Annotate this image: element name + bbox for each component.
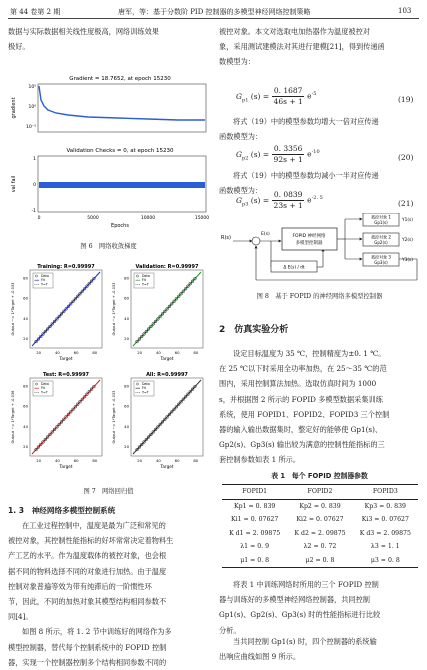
regression-ytick: 80 [124,383,129,389]
regression-xtick: 60 [73,350,79,355]
legend-entry: Data [142,274,150,278]
table-header-cell: FOPID2 [287,485,352,500]
equation-21-label: (21) [398,199,414,208]
para-double: 将式（19）中的模型参数均增大一倍对应传递 函数模型为： [219,117,379,142]
regression-xtick: 20 [137,458,143,463]
regression-ytick: 60 [124,295,129,301]
legend-entry: Y=T [142,282,149,287]
regression-title: Validation: R=0.99997 [135,264,199,270]
gradient-tick: 10⁵ [28,85,36,90]
figure-6-caption: 图 6 网络收敛梯度 [80,243,137,250]
regression-xlabel: Target [160,464,174,469]
regression-xtick: 20 [137,350,143,355]
regression-ytick: 60 [124,403,129,409]
regression-xtick: 60 [174,350,180,355]
epochs-label: Epochs [111,223,129,229]
regression-ylabel: Output ~= 1*Target + -0.036 [11,390,15,444]
regression-xtick: 60 [73,458,79,463]
validation-title: Validation Checks = 0, at epoch 15230 [66,148,174,154]
error-label: E(s) [261,232,270,237]
validation-tick: -1 [31,209,36,214]
para-half: 将式（19）中的模型参数均减小一半对应传递 函数模型为： [219,171,379,196]
output-2-label: Y2(s) [402,238,413,243]
regression-xtick: 80 [193,458,199,463]
regression-ylabel: Output ~= 1*Target + -0.033 [112,282,116,336]
table-header-cell: FOPID3 [353,485,418,500]
figure-8 [219,213,422,285]
regression-ytick: 40 [23,423,28,429]
plant-3 [363,253,399,266]
table-cell: K d2 = 2. 09875 [294,529,346,537]
figure-7 [8,262,210,478]
regression-xtick: 80 [92,458,98,463]
legend-entry: Data [41,382,49,386]
plant-1-tf: Gp1(s) [374,220,388,225]
summing-junction [252,237,260,245]
input-label: R(s) [221,235,231,241]
journal-volume: 第 44 卷第 2 期 [10,8,61,16]
regression-ytick: 40 [124,423,129,429]
table-row [222,527,418,541]
table-cell: K d3 = 2. 09875 [359,529,411,537]
para-setup: 设定目标温度为 35 ℃，控制精度为±0. 1 ℃。 在 25 ℃以下时采用全功率加热，在 25～35 ℃的范 围内，采用控制算法加热。选取仿真时间为 1000 s，并根据图 2 所示的 FOPID 多模型数据采集训练 系统，使用 FOPID1、FOPID2、FOPID3 三个控制 器的输入输出数据集时，整定好的能够使 Gp1(s)、 Gp2(s)、Gp3(s) 输出较为满意的控制性能指标的三 套控制参数如表 1 所示。 [219,349,390,465]
validation-tick: 1 [33,157,36,162]
regression-xlabel: Target [59,464,73,469]
regression-ytick: 80 [23,275,28,281]
regression-ytick: 60 [23,295,28,301]
regression-title: All: R=0.99997 [146,372,188,378]
regression-xtick: 60 [174,458,180,463]
legend-entry: Fit [142,278,146,283]
table-cell: λ1 = 0. 9 [240,543,270,551]
equation-20: $G_{p2}$ (s) = $\frac{0. 3356}{92s + 1}$ $e^{-10}$ [236,144,320,164]
controller-label: FOPID 神经网络 [292,234,326,239]
regression-ylabel: Output ~= 1*Target + -0.033 [112,390,116,444]
intro-paragraph: 数据与实际数据相关线性度极高，网络训练效果 极好。 [8,27,159,52]
table-row [222,513,418,527]
table-row [222,499,418,513]
validation-band [39,182,205,188]
plant-2 [363,233,399,246]
derivative-label: Δ E(s) / dt [283,265,305,271]
regression-ytick: 80 [23,383,28,389]
validation-tick: 0 [33,183,36,188]
regression-xtick: 80 [193,350,199,355]
figure-8-caption: 图 8 基于 FOPID 的神经网络多模型控制器 [256,293,383,300]
legend-entry: Fit [41,278,45,283]
legend-entry: Data [41,274,49,278]
controller-block [282,228,337,250]
plant-3-tf: Gp3(s) [374,260,388,265]
epoch-tick: 5000 [87,216,99,221]
table-row [222,554,418,568]
regression-ytick: 40 [124,315,129,321]
legend-entry: Y=T [41,282,48,287]
regression-ytick: 80 [124,275,129,281]
table-cell: Kp2 = 0. 839 [299,502,341,510]
gradient-title: Gradient = 18.7652, at epoch 15230 [69,76,171,82]
section-2-title: 2 仿真实验分析 [219,325,289,335]
plant-2-name: 被控对象 2 [371,234,391,240]
gradient-axes [38,84,206,132]
running-title: 唐军，等：基于分数阶 PID 控制器的多模型神经网络控制策略 [118,8,311,16]
section-1-3-title: 1. 3 神经网络多模型控制系统 [8,506,116,515]
table-cell: Ki3 = 0. 07627 [361,516,409,524]
epoch-tick: 10000 [140,216,156,221]
regression-title: Test: R=0.99997 [42,372,90,378]
parameter-table [222,484,418,568]
plant-1 [363,213,399,226]
equation-20-label: (20) [398,153,414,162]
legend-entry: Fit [41,386,45,391]
equation-19-label: (19) [398,95,414,104]
regression-ytick: 20 [23,444,28,450]
header-rule [8,18,419,19]
table-cell: K d1 = 2. 09875 [229,529,281,537]
table-cell: Ki2 = 0. 07627 [296,516,344,524]
equation-21: $G_{p3}$ (s) = $\frac{0. 0839}{23s + 1}$ $e^{-2. 5}$ [236,190,323,210]
regression-ytick: 40 [23,315,28,321]
regression-xlabel: Target [59,356,73,361]
table-cell: λ3 = 1. 1 [370,543,400,551]
table-1-title: 表 1 每个 FOPID 控制器参数 [271,472,368,480]
regression-xtick: 20 [36,350,42,355]
epoch-tick: 15000 [194,216,210,221]
figure-6 [8,70,210,240]
regression-title: Training: R=0.99997 [37,264,95,270]
regression-xtick: 80 [92,350,98,355]
table-cell: μ2 = 0. 8 [287,554,352,568]
validation-ylabel: val fail [11,175,17,193]
regression-xlabel: Target [160,356,174,361]
para-compare: 将表 1 中训练网络时所用的三个 FOPID 控制 器与训练好的多模型神经网络控制器，共同控制 Gp1(s)、Gp2(s)、Gp3(s) 时的性能指标进行比较 分析。 [219,580,381,635]
para-response: 当共同控制 Gp1(s) 时，四个控制器的系统输 出响应曲线如图 9 所示。 [219,637,377,662]
table-header-row [222,485,418,500]
table-header-cell: FOPID1 [222,485,287,500]
legend-entry: Data [142,382,150,386]
gradient-tick: 10⁰ [28,105,36,110]
regression-xtick: 40 [155,350,161,355]
regression-ytick: 60 [23,403,28,409]
para-transfer-intro: 被控对象。本文对选取电加热器作为温度被控对 象，采用测试建模法对其进行建模[21]，得到传递函 数模型为： [219,27,385,67]
figure-7-caption: 图 7 网络回归值 [83,488,134,495]
regression-ytick: 20 [124,336,129,342]
legend-entry: Fit [142,386,146,391]
equation-19: $G_{p1}$ (s) = $\frac{0. 1687}{46s + 1}$ $e^{-5}$ [236,86,317,106]
regression-xtick: 40 [155,458,161,463]
table-cell: Kp1 = 0. 839 [234,502,276,510]
legend-entry: Y=T [142,390,149,395]
table-cell: μ3 = 0. 8 [353,554,418,568]
output-3-label: Y3(s) [402,258,413,263]
plant-3-name: 被控对象 3 [371,254,391,260]
regression-ylabel: Output ~= 1*Target + -0.033 [11,282,15,336]
gradient-tick: 10⁻⁵ [26,125,36,130]
table-cell: μ1 = 0. 8 [222,554,287,568]
table-cell: λ2 = 0. 72 [303,543,337,551]
controller-label: 多模型控制器 [295,241,323,246]
regression-ytick: 20 [124,444,129,450]
page-number: 103 [398,7,412,15]
regression-xtick: 40 [54,458,60,463]
table-row [222,540,418,554]
table-cell: Ki1 = 0. 07627 [231,516,279,524]
output-1-label: Y1(s) [402,218,413,223]
regression-ytick: 20 [23,336,28,342]
gradient-ylabel: gradient [11,97,17,119]
section-1-3-text: 在工业过程控制中，温度是最为广泛和常见的 被控对象，其控制性能指标的好坏常常决定着物料生 产工艺的水平。作为温度载体的被控对象，也会根 据不同的物料选择不同的对象进行加热。由于温度 控制对象普遍等效为带有纯滞后的一阶惯性环 节，因此，不同的加热对象其模型结构相同参数不 同[4]。 如图 8 所示，将 1. 2 节中训练好的网络作为多 模型控制器，替代每个控制系统中的 FOPID 控制 器，实现一个控制器控制多个结构相同参数不同的 [8,521,174,667]
table-cell: Kp3 = 0. 839 [364,502,406,510]
plant-2-tf: Gp2(s) [374,240,388,245]
epoch-tick: 0 [37,216,41,221]
legend-entry: Y=T [41,390,48,395]
regression-xtick: 40 [54,350,60,355]
regression-xtick: 20 [36,458,42,463]
plant-1-name: 被控对象 1 [371,214,391,220]
